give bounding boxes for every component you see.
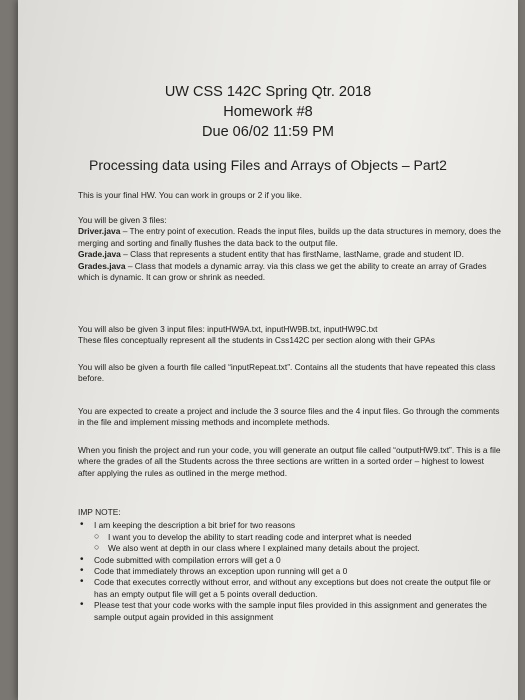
list-item — [78, 577, 503, 600]
section-title: Processing data using Files and Arrays of Objects – Part2 — [89, 157, 447, 173]
fourth-file-note: You will also be given a fourth file called “inputRepeat.txt”. Contains all the students that have repeated this class before. — [78, 362, 496, 384]
output-instructions: When you finish the project and run your code, you will generate an output file called “outputHW9.txt”. This is a file where the grades of all the Students across the three sections are written in a sorted order – highest to lowest after applying the rules as outlined in the merge method. — [78, 445, 501, 478]
file-grade — [78, 249, 503, 260]
document-page — [18, 0, 518, 700]
circle-bullet-icon: ○ — [94, 542, 100, 553]
list-item — [78, 520, 503, 531]
list-item-text: I am keeping the description a bit brief for two reasons — [94, 520, 296, 531]
homework-title: Homework #8 — [223, 104, 313, 120]
files-section — [78, 215, 503, 283]
input-files-line: You will also be given 3 input files: inputHW9A.txt, inputHW9B.txt, inputHW9C.txt — [78, 324, 378, 334]
file-desc: – Class that models a dynamic array. via this class we get the ability to create an array of Grades which is dynamic. It can grow or shrink as needed. — [78, 260, 487, 283]
bullet-icon: • — [80, 565, 84, 577]
file-desc: – The entry point of execution. Reads the input files, builds up the data structures in memory, does the merging and sorting and finally flushes the data back to the output file. — [78, 226, 501, 248]
file-name: Grade.java — [78, 249, 121, 260]
list-item — [78, 600, 503, 623]
bullet-icon: • — [80, 519, 84, 531]
list-item-text: We also went at depth in our class where I explained many details about the project. — [108, 543, 420, 554]
list-item-text: Code that immediately throws an exception upon running will get a 0 — [94, 566, 348, 577]
file-name: Grades.java — [78, 260, 126, 271]
file-grades — [78, 261, 503, 284]
bullet-icon: • — [80, 599, 84, 611]
bullet-icon: • — [80, 576, 84, 588]
list-item-text: Code that executes correctly without error, and without any exceptions but does not create the output file or has an empty output file will get a 5 points overall deduction. — [94, 577, 491, 599]
imp-note-title: IMP NOTE: — [78, 507, 121, 517]
list-item — [78, 566, 503, 577]
list-item-text: Please test that your code works with the sample input files provided in this assignment and generates the sample output again provided in this assignment — [94, 600, 487, 622]
course-title: UW CSS 142C Spring Qtr. 2018 — [164, 84, 372, 100]
list-item — [78, 555, 503, 566]
file-desc: – Class that represents a student entity that has firstName, lastName, grade and student ID. — [120, 249, 464, 260]
list-item — [78, 543, 503, 554]
bullet-icon: • — [80, 553, 84, 565]
project-instructions: You are expected to create a project and include the 3 source files and the 4 input files. Go through the comments in the file and implement missing methods and incomplete methods. — [78, 406, 500, 428]
files-intro: You will be given 3 files: — [78, 215, 167, 225]
input-files-description: These files conceptually represent all the students in Css142C per section along with their GPAs — [78, 335, 435, 346]
imp-note-list — [78, 520, 503, 623]
file-name: Driver.java — [78, 226, 121, 237]
final-hw-note: This is your final HW. You can work in groups or 2 if you like. — [78, 190, 302, 200]
input-files-section — [78, 324, 503, 347]
circle-bullet-icon: ○ — [94, 530, 100, 541]
due-date: Due 06/02 11:59 PM — [202, 124, 334, 140]
file-driver — [78, 226, 503, 249]
list-item — [78, 532, 503, 543]
list-item-text: Code submitted with compilation errors will get a 0 — [94, 554, 281, 565]
list-item-text: I want you to develop the ability to start reading code and interpret what is needed — [108, 531, 412, 542]
imp-note-section — [78, 507, 503, 623]
